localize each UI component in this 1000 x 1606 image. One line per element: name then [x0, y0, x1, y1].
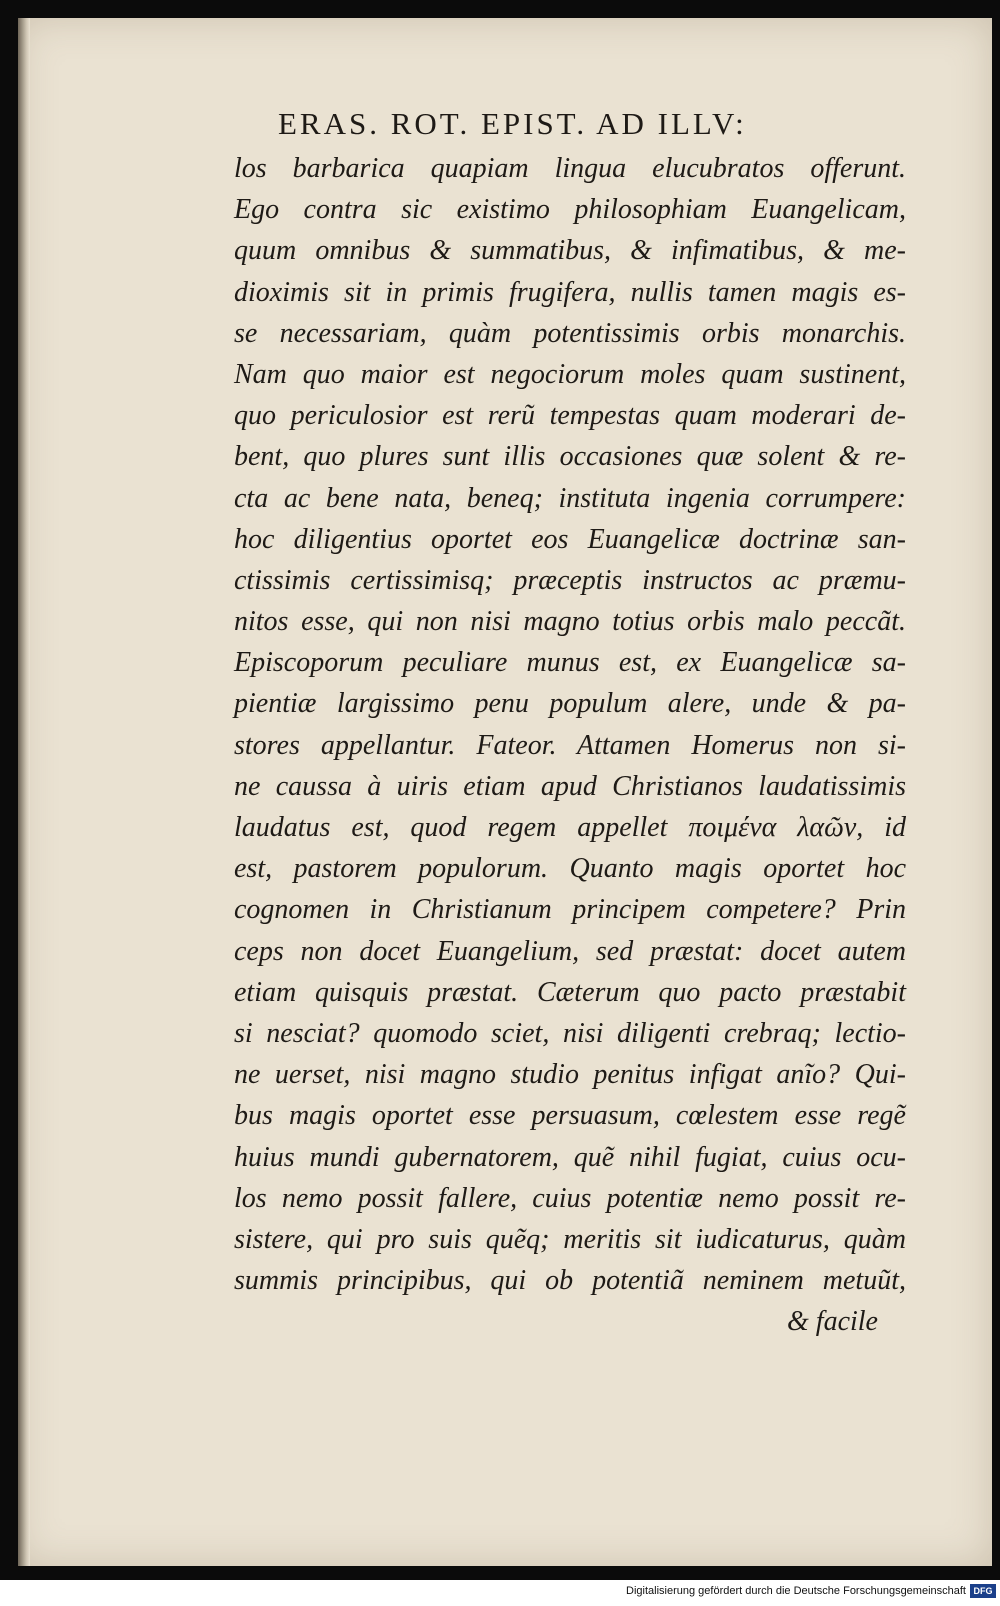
text-line: summis principibus, qui ob potentiã neminem metuũt,	[234, 1265, 906, 1297]
running-head: ERAS. ROT. EPIST. AD ILLV:	[278, 106, 747, 141]
text-line: ne caussa à uiris etiam apud Christianos laudatissimis	[234, 770, 906, 802]
text-line: Nam quo maior est negociorum moles quam sustinent,	[234, 358, 906, 390]
text-line: sistere, qui pro suis quẽq; meritis sit iudicaturus, quàm	[234, 1223, 906, 1255]
text-block	[234, 148, 906, 1342]
text-line: cognomen in Christianum principem competere? Prin	[234, 894, 906, 926]
text-line: dioximis sit in primis frugifera, nullis tamen magis es-	[234, 276, 906, 308]
text-line: hoc diligentius oportet eos Euangelicæ doctrinæ san-	[234, 523, 906, 555]
text-line: laudatus est, quod regem appellet ποιμένα λαῶν, id	[234, 812, 906, 843]
text-line: quum omnibus & summatibus, & infimatibus, & me-	[234, 235, 906, 267]
text-line: ne uerset, nisi magno studio penitus infigat anĩo? Qui-	[234, 1059, 906, 1091]
text-line: Episcoporum peculiare munus est, ex Euangelicæ sa-	[234, 647, 906, 679]
text-line: nitos esse, qui non nisi magno totius orbis malo peccãt.	[234, 606, 906, 638]
text-line: cta ac bene nata, beneq; instituta ingenia corrumpere:	[234, 482, 906, 514]
text-line: se necessariam, quàm potentissimis orbis monarchis.	[234, 317, 906, 349]
text-line: etiam quisquis præstat. Cæterum quo pacto præstabit	[234, 976, 906, 1008]
text-line: est, pastorem populorum. Quanto magis oportet hoc	[234, 853, 906, 885]
text-line: bus magis oportet esse persuasum, cœlestem esse regẽ	[234, 1100, 906, 1132]
dfg-logo-badge: DFG	[970, 1584, 996, 1598]
text-line: bent, quo plures sunt illis occasiones quæ solent & re-	[234, 441, 906, 473]
text-line: Ego contra sic existimo philosophiam Euangelicam,	[234, 194, 906, 226]
text-line: ctissimis certissimisq; præceptis instructos ac præmu-	[234, 564, 906, 596]
text-line: huius mundi gubernatorem, quẽ nihil fugiat, cuius ocu-	[234, 1141, 906, 1173]
text-line: ceps non docet Euangelium, sed præstat: docet autem	[234, 935, 906, 967]
catchword: & facile	[787, 1306, 878, 1338]
text-line: pientiæ largissimo penu populum alere, unde & pa-	[234, 688, 906, 720]
text-line: stores appellantur. Fateor. Attamen Homerus non si-	[234, 729, 906, 761]
text-line: quo periculosior est rerũ tempestas quam moderari de-	[234, 400, 906, 432]
footer-credit: Digitalisierung gefördert durch die Deutsche Forschungsgemeinschaft	[626, 1585, 966, 1597]
text-line: si nesciat? quomodo sciet, nisi diligenti crebraq; lectio-	[234, 1017, 906, 1049]
page-gutter	[18, 18, 30, 1566]
text-line: los barbarica quapiam lingua elucubratos offerunt.	[234, 153, 906, 184]
text-line: los nemo possit fallere, cuius potentiæ nemo possit re-	[234, 1182, 906, 1214]
